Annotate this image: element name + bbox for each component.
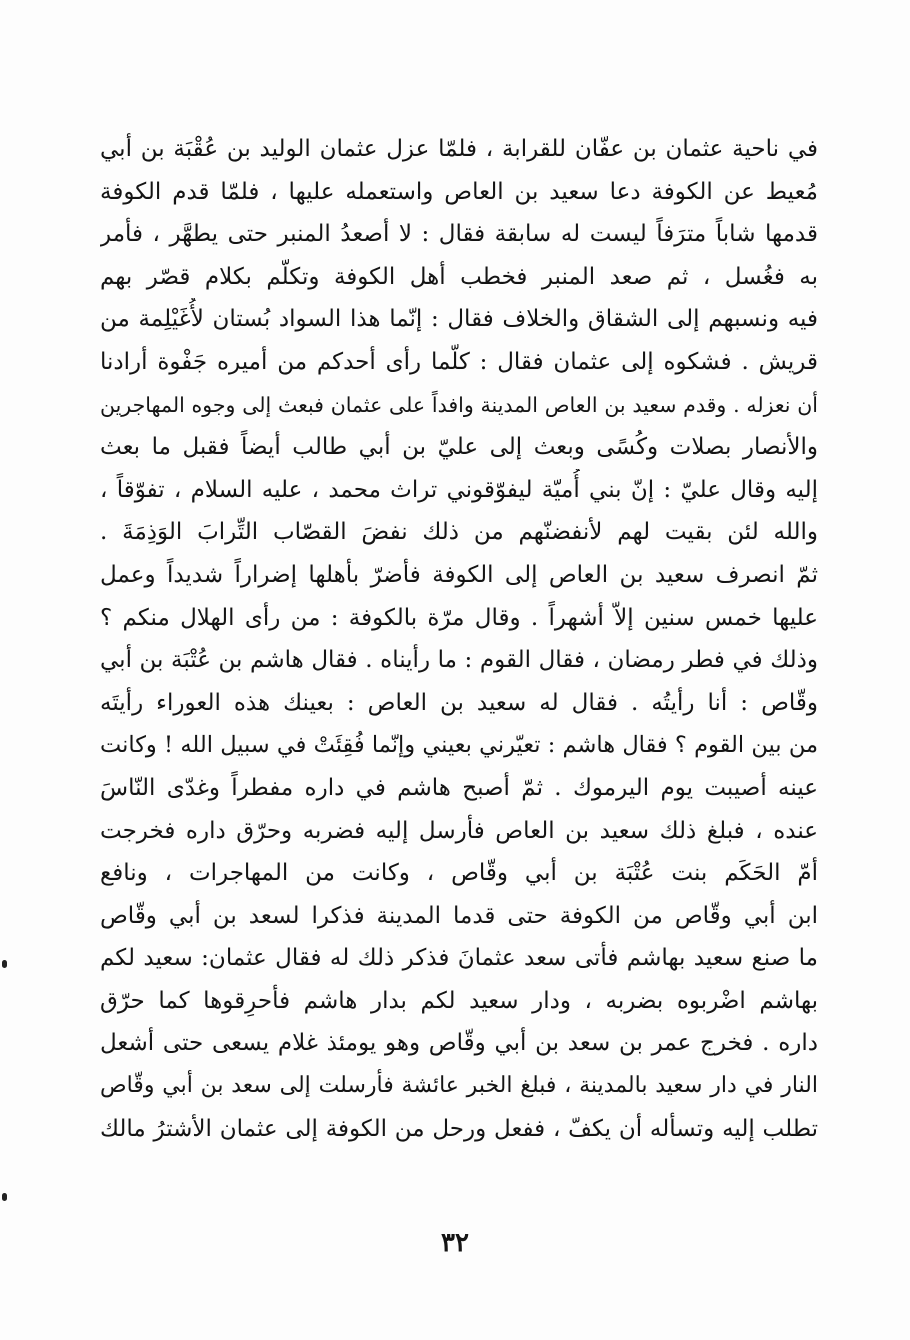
text-line: وقّاص : أنا رأيتُه . فقال له سعيد بن العاص : بعينك هذه العوراء رأيتَه — [100, 689, 818, 716]
text-line: والله لئن بقيت لهم لأنفضنّهم من ذلك نفضَ القصّاب التِّرابَ الوَذِمَةَ . — [100, 519, 818, 546]
scan-speck — [2, 1193, 7, 1201]
scan-speck — [2, 960, 7, 968]
text-line: قدمها شاباً مترَفاً ليست له سابقة فقال : لا أصعدُ المنبر حتى يطهَّر ، فأمر — [100, 221, 818, 248]
text-line: من بين القوم ؟ فقال هاشم : تعيّرني بعيني وإنّما فُقِئَتْ في سبيل الله ! وكانت — [100, 732, 818, 759]
text-line: ابن أبي وقّاص من الكوفة حتى قدما المدينة فذكرا لسعد بن أبي وقّاص — [100, 902, 818, 929]
text-line: إليه وقال عليّ : إنّ بني أُميّة ليفوّقوني تراث محمد ، عليه السلام ، تفوّقاً ، — [100, 476, 818, 503]
text-line: مُعيط عن الكوفة دعا سعيد بن العاص واستعمله عليها ، فلمّا قدم الكوفة — [100, 178, 818, 205]
text-line: به فغُسل ، ثم صعد المنبر فخطب أهل الكوفة وتكلّم بكلام قصّر بهم — [100, 263, 818, 290]
text-line: عليها خمس سنين إلاّ أشهراً . وقال مرّة بالكوفة : من رأى الهلال منكم ؟ — [100, 604, 818, 631]
text-line: ما صنع سعيد بهاشم فأتى سعد عثمانَ فذكر ذلك له فقال عثمان: سعيد لكم — [100, 945, 818, 972]
body-text — [100, 128, 818, 1150]
text-line: بهاشم اضْربوه بضربه ، ودار سعيد لكم بدار هاشم فأحرِقوها كما حرّق — [100, 987, 818, 1014]
text-line: والأنصار بصلات وكُسًى وبعث إلى عليّ بن أبي طالب أيضاً فقبل ما بعث — [100, 434, 818, 461]
text-line: النار في دار سعيد بالمدينة ، فبلغ الخبر عائشة فأرسلت إلى سعد بن أبي وقّاص — [100, 1073, 818, 1099]
text-line: ثمّ انصرف سعيد بن العاص إلى الكوفة فأضرّ بأهلها إضراراً شديداً وعمل — [100, 561, 818, 588]
text-line: وذلك في فطر رمضان ، فقال القوم : ما رأيناه . فقال هاشم بن عُتْبَة بن أبي — [100, 647, 818, 674]
page-number: ٣٢ — [441, 1228, 469, 1258]
text-line: أمّ الحَكَم بنت عُتْبَة بن أبي وقّاص ، وكانت من المهاجرات ، ونافع — [100, 860, 818, 887]
text-line: أن نعزله . وقدم سعيد بن العاص المدينة وافداً على عثمان فبعث إلى وجوه المهاجرين — [100, 392, 818, 417]
text-line: فيه ونسبهم إلى الشقاق والخلاف فقال : إنّما هذا السواد بُستان لأُغَيْلِمة من — [100, 306, 818, 333]
text-line: قريش . فشكوه إلى عثمان فقال : كلّما رأى أحدكم من أميره جَفْوة أرادنا — [100, 348, 818, 375]
text-line: عنده ، فبلغ ذلك سعيد بن العاص فأرسل إليه فضربه وحرّق داره فخرجت — [100, 817, 818, 844]
text-line: تطلب إليه وتسأله أن يكفّ ، ففعل ورحل من الكوفة إلى عثمان الأشترُ مالك — [100, 1115, 818, 1142]
text-line: في ناحية عثمان بن عفّان للقرابة ، فلمّا عزل عثمان الوليد بن عُقْبَة بن أبي — [100, 136, 818, 162]
text-line: عينه أصيبت يوم اليرموك . ثمّ أصبح هاشم في داره مفطراً وغدّى النّاسَ — [100, 774, 818, 801]
text-line: داره . فخرج عمر بن سعد بن أبي وقّاص وهو يومئذ غلام يسعى حتى أشعل — [100, 1030, 818, 1057]
